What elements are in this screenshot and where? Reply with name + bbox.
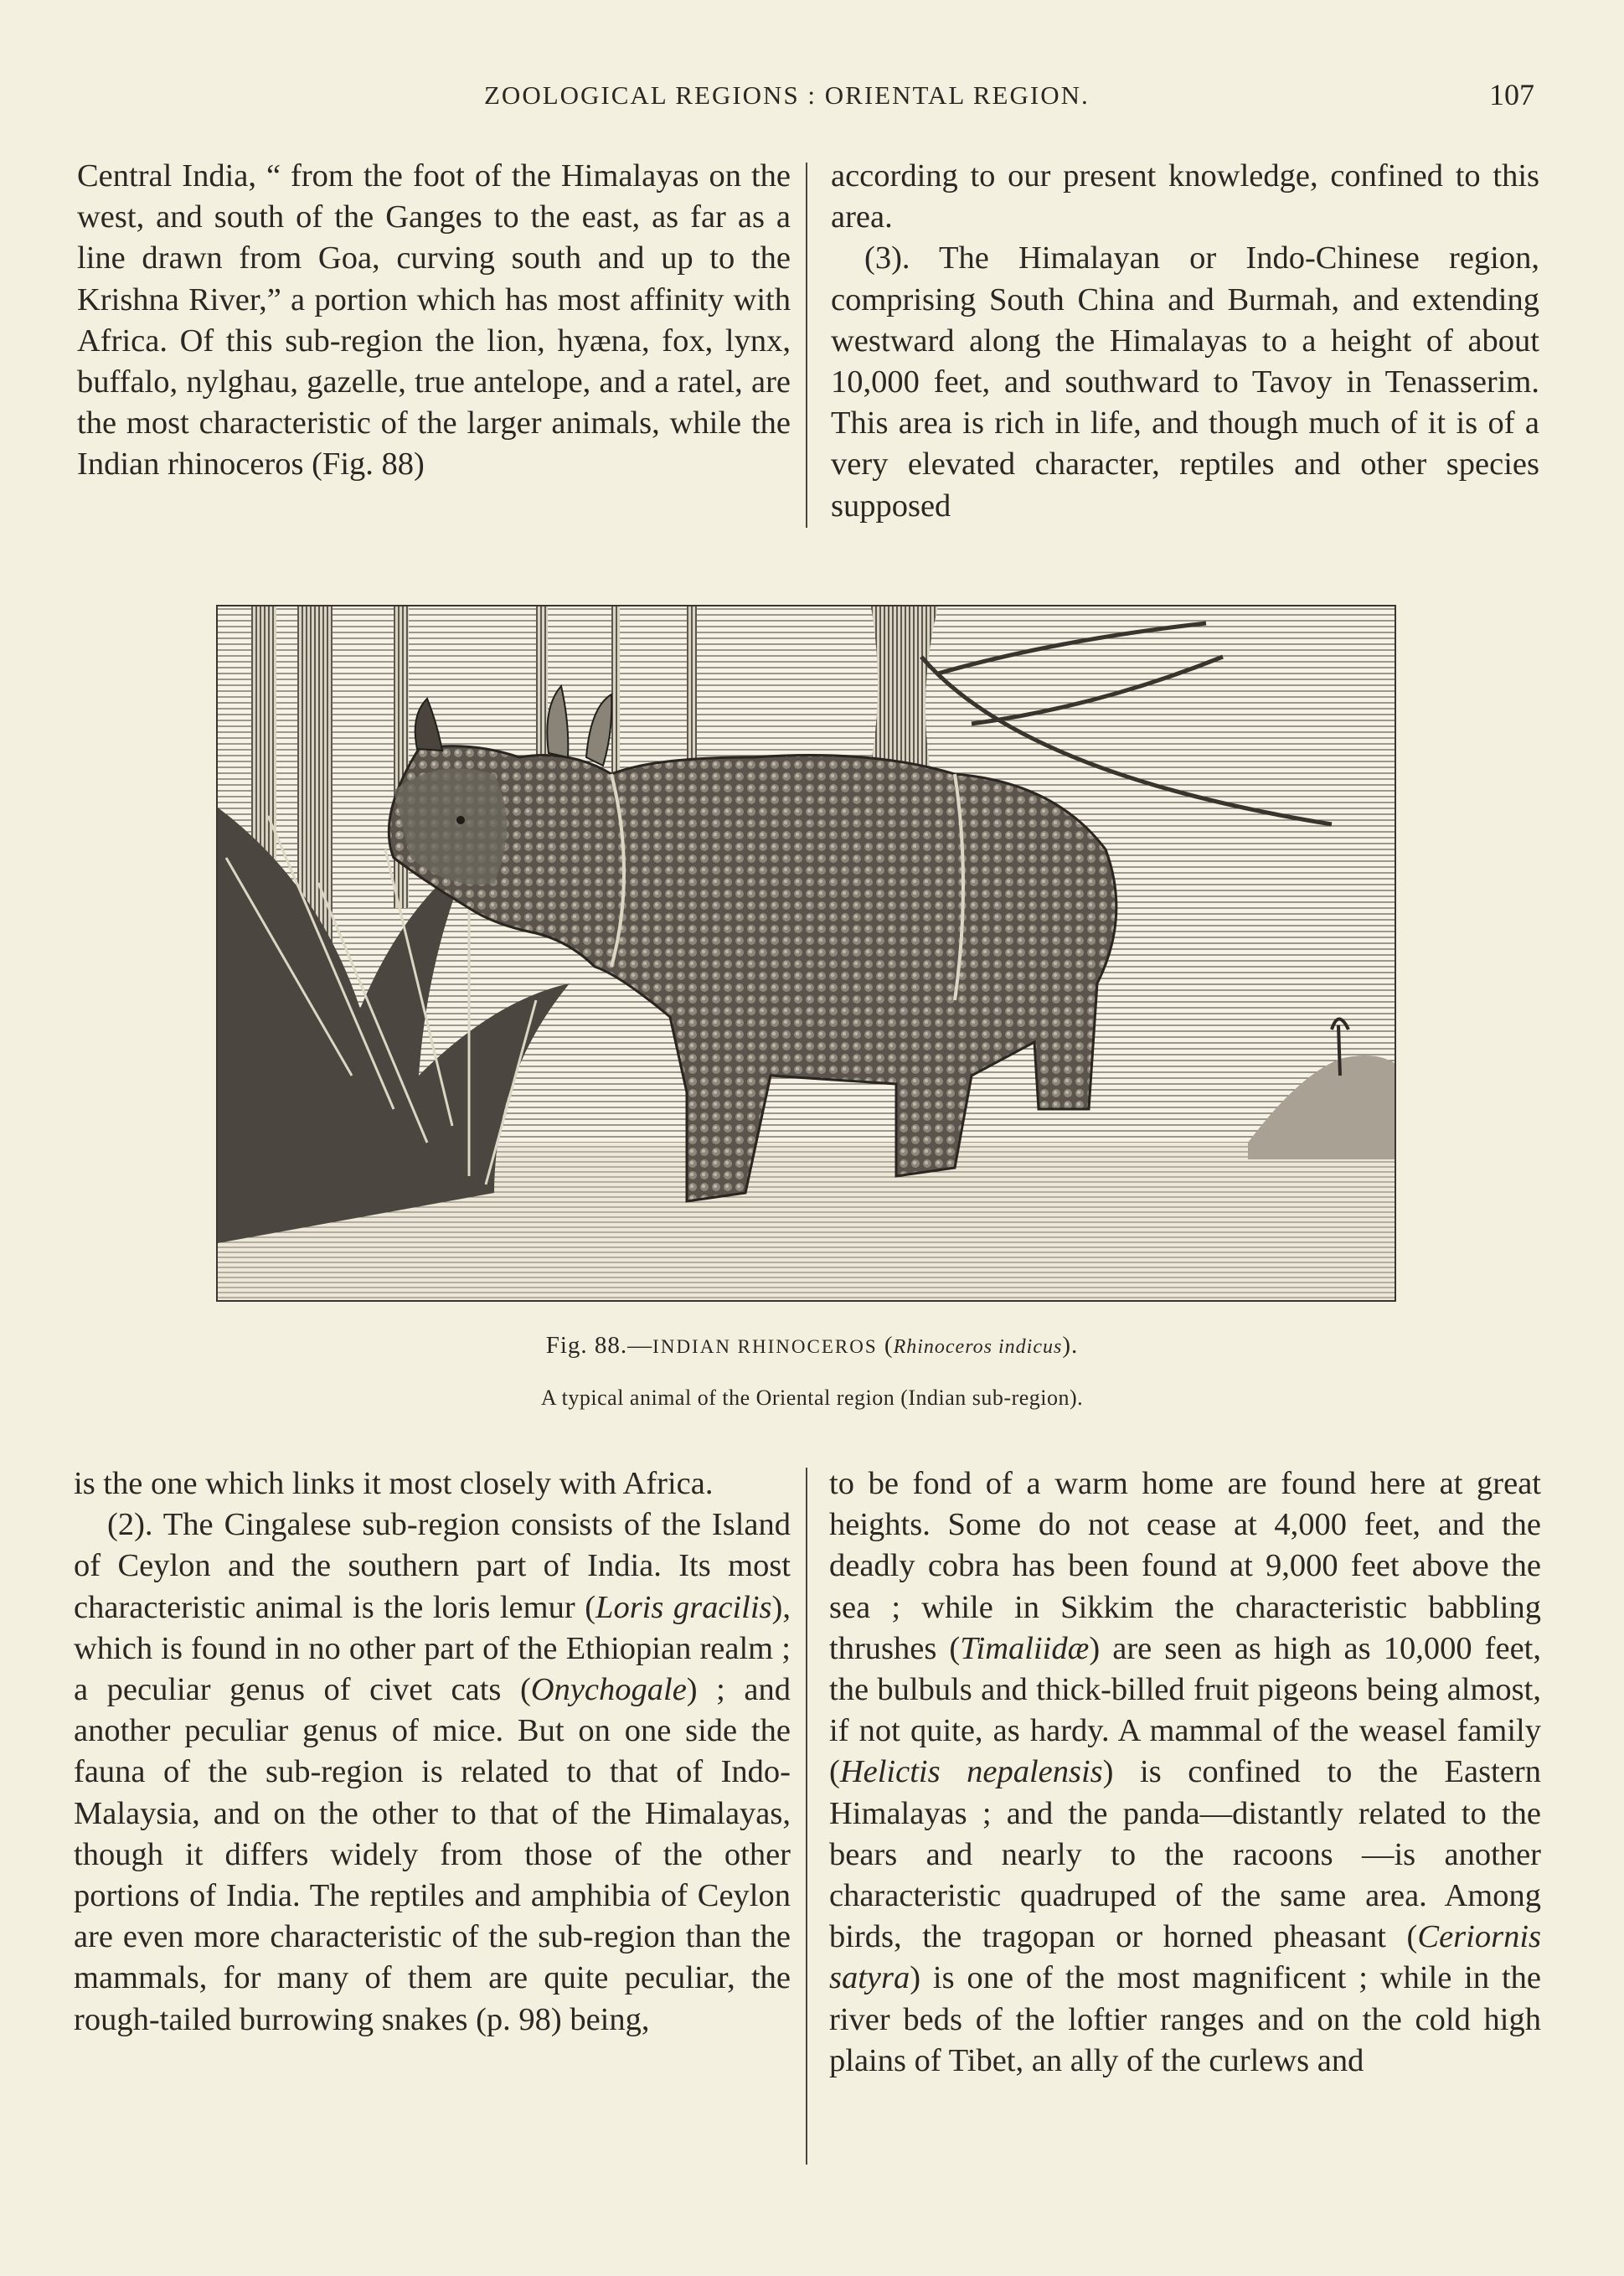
running-head bbox=[0, 80, 1624, 121]
paragraph: according to our present knowledge, confined to this area. bbox=[831, 158, 1539, 235]
left-column-bottom bbox=[74, 1463, 791, 2041]
right-column-bottom bbox=[829, 1463, 1541, 2082]
genus-name: Onychogale bbox=[530, 1672, 687, 1708]
paragraph: Central India, “ from the foot of the Himalayas on the west, and south of the Ganges to the east, as far as a line drawn from Goa, curving south and up to the Krishna River,” a portion which has most affinity with Africa. Of this sub-region the lion, hyæna, fox, lynx, buffalo, nylghau, gazelle, true antelope, and a ratel, are the most characteristic of the larger animals, while the Indian rhinoceros (Fig. 88) bbox=[77, 158, 791, 483]
left-column-top bbox=[77, 156, 791, 486]
running-head-title: ZOOLOGICAL REGIONS : ORIENTAL REGION. bbox=[484, 80, 1090, 110]
rhinoceros-illustration bbox=[218, 606, 1395, 1300]
figure-subcaption: A typical animal of the Oriental region (Indian sub-region). bbox=[540, 1386, 1084, 1410]
species-name: Ceriornis satyra bbox=[829, 1919, 1541, 1996]
species-name: Helictis nepalensis bbox=[839, 1754, 1103, 1790]
column-rule-bottom bbox=[806, 1468, 807, 2165]
paragraph: (3). The Himalayan or Indo-Chinese region, comprising South China and Burmah, and extending westward along the Himalayas to a height of about 10,000 feet, and southward to Tavoy in Tenasserim. This area is rich in life, and though much of it is of a very elevated character, reptiles and other species supposed bbox=[831, 240, 1539, 524]
figure-caption: Fig. 88.—INDIAN RHINOCEROS (Rhinoceros indicus). bbox=[545, 1332, 1079, 1359]
right-column-top bbox=[831, 156, 1539, 527]
column-rule-top bbox=[806, 163, 807, 528]
page-number: 107 bbox=[1489, 78, 1534, 111]
paragraph: to be fond of a warm home are found here at great heights. Some do not cease at 4,000 feet, and the deadly cobra has been found at 9,000 feet above the sea ; while in Sikkim the characteristic babbling thrushes (Timaliidæ) are seen as high as 10,000 feet, the bulbuls and thick-billed fruit pigeons being almost, if not quite, as hardy. A mammal of the weasel family (Helictis nepalensis) is confined to the Eastern Himalayas ; and the panda—distantly related to the bears and nearly to the racoons —is another characteristic quadruped of the same area. Among birds, the tragopan or horned pheasant (Ceriornis satyra) is one of the most magnificent ; while in the river beds of the loftier ranges and on the cold high plains of Tibet, an ally of the curlews and bbox=[829, 1466, 1541, 2078]
paragraph: (2). The Cingalese sub-region consists of the Island of Ceylon and the southern part of India. Its most characteristic animal is the loris lemur (Loris gracilis), which is found in no other part of the Ethiopian realm ; a peculiar genus of civet cats (Onychogale) ; and another peculiar genus of mice. But on one side the fauna of the sub-region is related to that of Indo-Malaysia, and on the other to that of the Himalayas, though it differs widely from those of the other portions of India. The reptiles and amphibia of Ceylon are even more characteristic of the sub-region than the mammals, for many of them are quite peculiar, the rough-tailed burrowing snakes (p. 98) being, bbox=[74, 1507, 791, 2037]
species-name: Loris gracilis bbox=[595, 1589, 772, 1625]
figure-title: INDIAN RHINOCEROS bbox=[652, 1336, 878, 1357]
family-name: Timaliidæ bbox=[960, 1630, 1090, 1666]
figure-label: Fig. 88.— bbox=[545, 1332, 653, 1359]
paragraph: is the one which links it most closely with Africa. bbox=[74, 1466, 714, 1501]
rhinoceros-engraving bbox=[216, 605, 1396, 1302]
figure-species: Rhinoceros indicus bbox=[893, 1336, 1063, 1358]
